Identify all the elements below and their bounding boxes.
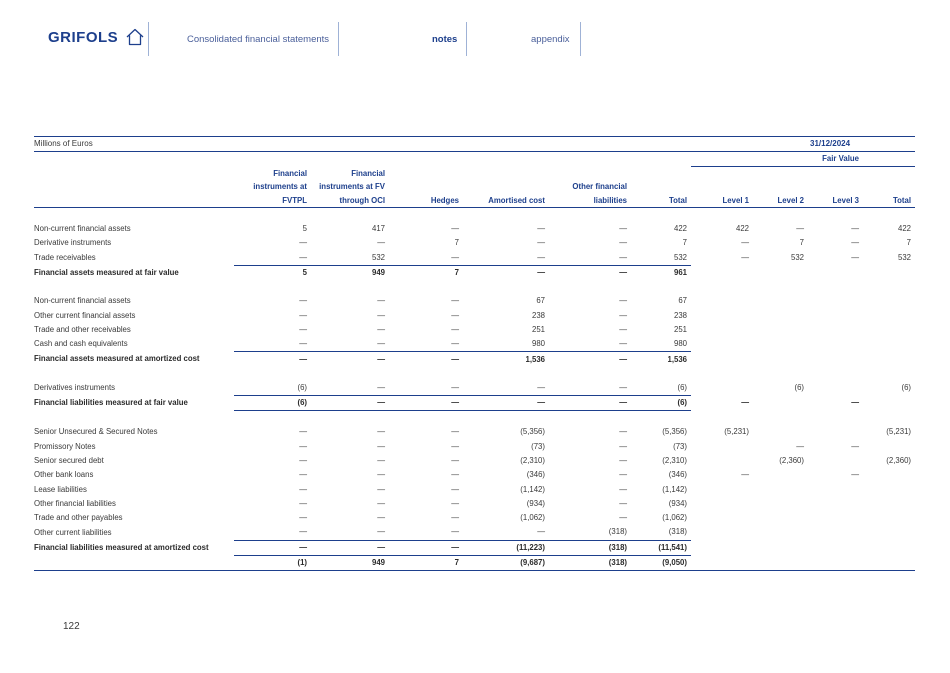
table-cell: — <box>451 470 459 480</box>
nav-separator <box>148 22 149 56</box>
table-cell: — <box>549 337 631 352</box>
table-cell: (5,231) <box>886 427 912 437</box>
table-cell: (1,062) <box>662 513 687 523</box>
table-cell: — <box>741 470 749 480</box>
table-cell: — <box>796 441 804 451</box>
row-label: Trade receivables <box>34 252 96 262</box>
table-cell: (934) <box>526 498 545 508</box>
table-cell: 7 <box>454 268 459 278</box>
column-header-text: instruments at FV <box>319 182 385 191</box>
table-cell: (73) <box>673 441 687 451</box>
table-cell: 532 <box>790 252 804 262</box>
table-cell <box>808 497 863 511</box>
column-header-text: instruments at <box>253 182 307 191</box>
table-cell <box>753 395 808 410</box>
table-cell: — <box>537 224 545 234</box>
table-cell <box>863 308 915 322</box>
table-cell <box>863 323 915 337</box>
table-cell: (9,687) <box>463 555 549 570</box>
table-cell <box>863 265 915 280</box>
table-cell: — <box>463 395 549 410</box>
table-cell: — <box>299 441 307 451</box>
table-cell: 67 <box>536 296 545 306</box>
table-cell <box>691 454 753 468</box>
table-row <box>34 425 915 439</box>
column-header-level1: Level 1 <box>691 193 753 208</box>
table-cell <box>691 482 753 496</box>
table-row <box>34 454 915 468</box>
table-cell: — <box>377 238 385 248</box>
table-row <box>34 381 915 396</box>
table-cell <box>691 323 753 337</box>
table-cell: — <box>851 252 859 262</box>
table-cell: 532 <box>898 252 912 262</box>
table-cell: — <box>451 441 459 451</box>
table-cell <box>753 323 808 337</box>
row-label: Financial assets measured at fair value <box>34 267 179 277</box>
table-cell: — <box>851 441 859 451</box>
table-cell: — <box>377 427 385 437</box>
table-cell <box>753 294 808 308</box>
table-cell <box>691 497 753 511</box>
spacer-row <box>34 208 915 223</box>
financial-instruments-table <box>34 136 915 571</box>
spacer-row <box>34 367 915 381</box>
table-cell: — <box>619 224 627 234</box>
table-cell: — <box>796 224 804 234</box>
table-cell: (1,142) <box>520 484 545 494</box>
top-navigation-bar <box>0 0 950 60</box>
table-cell: — <box>549 395 631 410</box>
row-label: Cash and cash equivalents <box>34 339 128 349</box>
table-cell: — <box>451 498 459 508</box>
table-cell <box>808 381 863 396</box>
table-cell: 949 <box>371 268 385 278</box>
table-row <box>34 337 915 352</box>
table-cell: — <box>741 398 749 408</box>
table-cell: — <box>377 310 385 320</box>
table-cell: (2,310) <box>662 456 687 465</box>
table-cell <box>808 511 863 525</box>
table-cell: (6) <box>901 383 912 393</box>
table-cell: — <box>619 324 627 334</box>
table-cell: 5 <box>302 224 307 234</box>
row-label: Trade and other receivables <box>34 324 131 334</box>
table-row <box>34 236 915 250</box>
table-cell: — <box>299 470 307 480</box>
row-label: Non-current financial assets <box>34 224 131 234</box>
table-cell: — <box>851 238 859 248</box>
table-cell: — <box>377 441 385 451</box>
table-cell <box>863 440 915 454</box>
table-row <box>34 294 915 308</box>
spacer-row <box>34 280 915 294</box>
table-cell: 980 <box>463 337 549 352</box>
table-cell <box>753 425 808 439</box>
table-row <box>34 555 915 570</box>
table-cell: — <box>377 513 385 523</box>
table-cell: 251 <box>673 324 687 334</box>
table-cell: — <box>451 324 459 334</box>
table-cell <box>753 511 808 525</box>
table-cell <box>691 352 753 367</box>
table-cell: — <box>537 268 545 278</box>
column-header-fvtpl: FVTPL <box>234 193 311 208</box>
table-cell: (73) <box>531 441 545 451</box>
table-cell: — <box>299 238 307 248</box>
table-cell: — <box>619 268 627 278</box>
table-cell: — <box>377 470 385 480</box>
table-cell <box>753 540 808 555</box>
table-cell: — <box>451 224 459 234</box>
table-cell <box>691 337 753 352</box>
table-cell <box>808 308 863 322</box>
table-row <box>34 265 915 280</box>
table-cell: 422 <box>673 224 687 234</box>
table-cell: — <box>299 296 307 306</box>
table-cell <box>691 265 753 280</box>
table-cell: — <box>389 251 463 266</box>
table-cell: — <box>741 252 749 262</box>
table-cell: (11,541) <box>658 542 687 552</box>
table-cell: (318) <box>631 525 691 540</box>
table-cell <box>808 337 863 352</box>
table-cell: — <box>619 498 627 508</box>
column-header-line3 <box>34 193 915 208</box>
table-cell: (2,360) <box>886 456 912 465</box>
table-cell <box>691 511 753 525</box>
table-cell: (1,062) <box>520 513 545 523</box>
table-cell: — <box>451 456 459 465</box>
table-cell <box>691 381 753 396</box>
table-row <box>34 511 915 525</box>
fair-value-header-row <box>34 152 915 167</box>
table-cell: (6) <box>631 381 691 396</box>
table-cell: (346) <box>526 470 545 480</box>
table-cell: 7 <box>906 238 912 248</box>
table-cell <box>808 555 863 570</box>
date-label: 31/12/2024 <box>808 137 915 152</box>
row-label: Senior secured debt <box>34 456 104 465</box>
table-cell <box>863 482 915 496</box>
table-cell: — <box>377 542 385 552</box>
column-header-other-liabilities: liabilities <box>549 193 631 208</box>
table-cell: 532 <box>311 251 389 266</box>
column-header-line1 <box>34 167 915 181</box>
table-cell: — <box>377 324 385 334</box>
table-cell: (6) <box>234 395 311 410</box>
table-cell: (6) <box>234 381 311 396</box>
table-cell: — <box>619 354 627 364</box>
spacer-row <box>34 411 915 426</box>
table-cell <box>808 323 863 337</box>
table-cell: (2,310) <box>520 456 545 465</box>
table-cell <box>808 482 863 496</box>
table-cell: — <box>299 354 307 364</box>
table-cell: 7 <box>682 238 687 248</box>
table-cell: — <box>619 441 627 451</box>
table-cell: — <box>311 525 389 540</box>
table-cell: — <box>234 337 311 352</box>
table-cell: — <box>299 324 307 334</box>
row-label: Lease liabilities <box>34 484 87 494</box>
table-cell: — <box>389 525 463 540</box>
row-label: Derivatives instruments <box>34 383 116 393</box>
table-cell: — <box>463 381 549 396</box>
table-cell: (6) <box>631 395 691 410</box>
table-cell: — <box>451 354 459 364</box>
table-cell: 7 <box>799 238 804 248</box>
table-cell: (318) <box>549 555 631 570</box>
table-cell: — <box>851 398 859 408</box>
table-cell: — <box>851 470 859 480</box>
table-header-row <box>34 137 915 152</box>
table-cell: — <box>311 381 389 396</box>
table-cell: — <box>741 238 749 248</box>
table-cell <box>691 440 753 454</box>
table-cell: — <box>851 224 859 234</box>
nav-separator <box>466 22 467 56</box>
row-label: Other current liabilities <box>34 527 112 537</box>
table-row <box>34 308 915 322</box>
nav-separator <box>580 22 581 56</box>
column-header-level3: Level 3 <box>808 193 863 208</box>
table-cell: — <box>451 542 459 552</box>
row-label: Financial liabilities measured at amortized cost <box>34 542 209 552</box>
table-cell: — <box>389 337 463 352</box>
table-cell: — <box>619 513 627 523</box>
table-cell <box>863 395 915 410</box>
table-row <box>34 395 915 410</box>
table-cell <box>863 525 915 540</box>
table-cell: — <box>377 296 385 306</box>
table-cell <box>691 555 753 570</box>
table-cell: — <box>299 542 307 552</box>
table-cell <box>808 454 863 468</box>
table-cell: (318) <box>549 525 631 540</box>
table-cell: — <box>549 381 631 396</box>
table-cell <box>691 294 753 308</box>
table-cell: 532 <box>631 251 691 266</box>
table-cell <box>753 468 808 482</box>
table-cell: — <box>299 498 307 508</box>
column-header-total: Total <box>631 193 691 208</box>
table-row <box>34 540 915 555</box>
column-header-text: Financial <box>273 169 307 178</box>
table-cell: 251 <box>531 324 545 334</box>
row-label: Non-current financial assets <box>34 296 131 306</box>
table-cell <box>691 525 753 540</box>
table-cell: (2,360) <box>779 456 804 465</box>
table-cell <box>753 497 808 511</box>
table-cell: — <box>619 310 627 320</box>
table-cell: — <box>451 296 459 306</box>
column-header-fv-oci: through OCI <box>311 193 389 208</box>
table-cell: 961 <box>673 268 687 278</box>
row-label: Financial liabilities measured at fair value <box>34 398 188 408</box>
column-header-line2 <box>34 180 915 193</box>
table-cell: — <box>463 525 549 540</box>
table-cell: — <box>377 498 385 508</box>
table-cell: (318) <box>608 542 627 552</box>
table-cell: 1,536 <box>667 354 687 364</box>
row-label: Promissory Notes <box>34 441 96 451</box>
table-cell: — <box>299 513 307 523</box>
nav-appendix[interactable]: appendix <box>531 34 570 45</box>
table-cell: 1,536 <box>525 354 545 364</box>
table-cell: — <box>311 337 389 352</box>
table-row <box>34 482 915 496</box>
table-cell: — <box>311 395 389 410</box>
table-cell: 67 <box>678 296 687 306</box>
table-cell: 422 <box>898 224 912 234</box>
table-cell: (1,142) <box>662 484 687 494</box>
table-cell <box>808 352 863 367</box>
fair-value-label: Fair Value <box>691 152 915 167</box>
table-cell <box>863 294 915 308</box>
table-cell: — <box>549 251 631 266</box>
nav-separator <box>338 22 339 56</box>
table-cell: 238 <box>673 310 687 320</box>
table-cell: (6) <box>794 383 804 393</box>
table-cell: 417 <box>371 224 385 234</box>
table-row <box>34 222 915 236</box>
row-label: Other bank loans <box>34 470 94 480</box>
table-cell <box>863 352 915 367</box>
table-cell: (934) <box>668 498 687 508</box>
table-cell <box>691 540 753 555</box>
row-label <box>34 555 234 570</box>
table-cell <box>691 308 753 322</box>
table-cell <box>753 482 808 496</box>
column-header-level2: Level 2 <box>753 193 808 208</box>
table-cell: 5 <box>302 268 307 278</box>
table-cell: (5,231) <box>724 427 749 437</box>
unit-label: Millions of Euros <box>34 137 234 152</box>
row-label: Other financial liabilities <box>34 498 116 508</box>
table-body <box>34 208 915 571</box>
table-cell: — <box>234 251 311 266</box>
table-cell <box>753 525 808 540</box>
table-cell: — <box>299 484 307 494</box>
table-cell: — <box>451 310 459 320</box>
table-cell: — <box>619 238 627 248</box>
table-cell <box>753 337 808 352</box>
table-cell <box>753 555 808 570</box>
column-header-amortised-cost: Amortised cost <box>463 193 549 208</box>
table-cell: 949 <box>311 555 389 570</box>
table-cell: (9,050) <box>631 555 691 570</box>
table-cell: — <box>234 525 311 540</box>
table-cell: 980 <box>631 337 691 352</box>
table-cell: — <box>451 513 459 523</box>
table-cell <box>753 308 808 322</box>
nav-notes[interactable]: notes <box>432 34 458 45</box>
table-cell: — <box>537 238 545 248</box>
table-cell: 7 <box>389 555 463 570</box>
table-cell: 238 <box>531 310 545 320</box>
table-cell: — <box>299 456 307 465</box>
table-cell <box>863 540 915 555</box>
table-cell: 7 <box>454 238 459 248</box>
table-cell: — <box>451 484 459 494</box>
table-cell: — <box>619 427 627 437</box>
table-cell: — <box>619 470 627 480</box>
table-cell: (11,223) <box>516 542 545 552</box>
column-header-fv-total: Total <box>863 193 915 208</box>
table-row <box>34 352 915 367</box>
table-row <box>34 468 915 482</box>
table-row <box>34 497 915 511</box>
table-cell: (346) <box>668 470 687 480</box>
table-cell <box>808 540 863 555</box>
column-header-hedges: Hedges <box>389 193 463 208</box>
table-cell <box>808 525 863 540</box>
column-header-text: Other financial <box>572 182 627 191</box>
table-cell: — <box>389 395 463 410</box>
table-cell: — <box>377 456 385 465</box>
table-cell: — <box>619 484 627 494</box>
table-row <box>34 323 915 337</box>
table-cell <box>808 294 863 308</box>
table-cell: — <box>619 296 627 306</box>
table-cell: — <box>299 310 307 320</box>
table-cell: — <box>619 456 627 465</box>
table-cell: (1) <box>234 555 311 570</box>
table-row <box>34 525 915 540</box>
table-cell <box>808 425 863 439</box>
nav-consolidated-financial-statements[interactable]: Consolidated financial statements <box>187 34 330 45</box>
table-cell <box>863 468 915 482</box>
table-cell: (5,356) <box>520 427 545 437</box>
row-label: Financial assets measured at amortized cost <box>34 354 200 364</box>
table-cell <box>863 511 915 525</box>
table-cell: — <box>463 251 549 266</box>
row-label: Other current financial assets <box>34 310 136 320</box>
table-cell: 422 <box>735 224 749 234</box>
table-cell <box>753 265 808 280</box>
table-row <box>34 251 915 266</box>
table-cell: (5,356) <box>662 427 687 437</box>
grifols-logo[interactable]: GRIFOLS <box>48 29 119 46</box>
table-cell <box>863 337 915 352</box>
table-cell: — <box>299 427 307 437</box>
column-header-text: Financial <box>351 169 385 178</box>
row-label: Trade and other payables <box>34 513 123 523</box>
table-cell <box>863 497 915 511</box>
table-cell: — <box>389 381 463 396</box>
table-row <box>34 440 915 454</box>
row-label: Senior Unsecured & Secured Notes <box>34 427 158 437</box>
table-cell <box>808 265 863 280</box>
row-label: Derivative instruments <box>34 238 112 248</box>
table-cell <box>863 555 915 570</box>
home-icon[interactable] <box>125 27 145 47</box>
table-cell: — <box>451 427 459 437</box>
table-cell <box>753 352 808 367</box>
page-number: 122 <box>63 621 80 632</box>
table-cell: — <box>377 484 385 494</box>
table-cell: — <box>377 354 385 364</box>
